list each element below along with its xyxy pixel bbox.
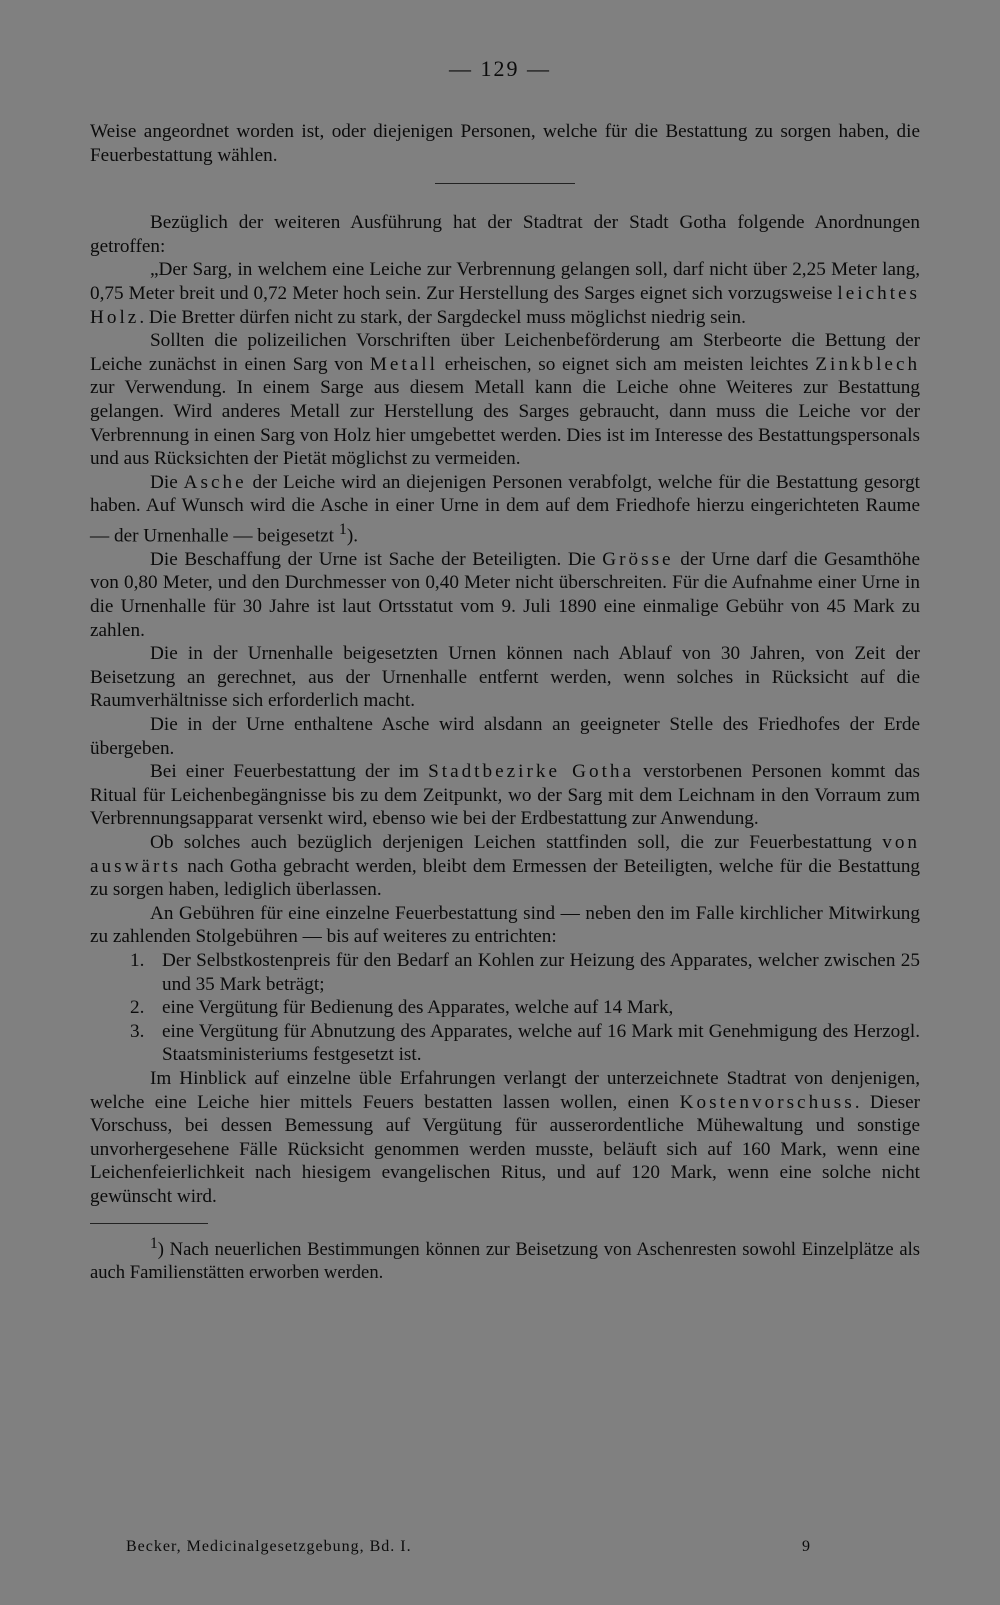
text-span: . Dieser Vorschuss, bei dessen Bemessung auf Vergütung für ausserordentliche Mühewaltung und sonstige unvorhergesehene Fälle Rücksicht genommen werden musste, beläuft sich auf 160 Mark, wenn eine Leichenfeierlichkeit nach hiesigem evangelischen Ritus, und auf 120 Mark, wenn eine solche nicht gewünscht wird. (90, 1091, 921, 1207)
page-body (90, 120, 920, 1284)
footnote-text: ) Nach neuerlichen Bestimmungen können zur Beisetzung von Aschenresten sowohl Einzelplätze als auch Familienstätten erworben werden. (90, 1238, 920, 1283)
text-span: verstorbenen Personen kommt das Ritual für Leichenbegängnisse bis zu dem Zeitpunkt, wo der Sarg mit dem Leichnam in den Vorraum zum Verbrennungsapparat versenkt wird, ebenso wie bei der Erdbestattung zur Anwendung. (90, 761, 921, 830)
paragraph-fees: An Gebühren für eine einzelne Feuerbestattung sind — neben den im Falle kirchlicher Mitwirkung zu zahlenden Stolgebühren — bis auf weiteres zu entrichten: (90, 902, 920, 948)
text-span: Die Beschaffung der Urne ist Sache der Beteiligten. Die (150, 548, 596, 570)
text-span: eine Vergütung für Abnutzung des Apparates, welche auf 16 Mark mit Genehmigung des Herzogl. Staatsministeriums festgesetzt ist. (162, 1020, 920, 1066)
emphasis-text: Grösse (602, 548, 674, 570)
paragraph-advance (90, 1067, 920, 1209)
text-span: erheischen, so eignet sich am meisten leichtes (444, 353, 809, 375)
fee-list (90, 949, 920, 1067)
page-footer (126, 1538, 826, 1556)
page-number: — 129 — (449, 56, 551, 81)
emphasis-text: Zinkblech (815, 353, 921, 375)
text-span: Ob solches auch bezüglich derjenigen Leichen stattfinden soll, die zur Feuerbestattung (150, 832, 872, 854)
emphasis-text: Asche (183, 471, 247, 493)
paragraph-urn (90, 548, 920, 642)
list-number: 3. (130, 1020, 145, 1042)
paragraph-continuation: Weise angeordnet worden ist, oder diejenigen Personen, welche für die Bestattung zu sorgen haben, die Feuerbestattung wählen. (90, 121, 920, 166)
paragraph-intro: Bezüglich der weiteren Ausführung hat der Stadtrat der Stadt Gotha folgende Anordnungen getroffen: (90, 212, 920, 257)
text-span: Bei einer Feuerbestattung der im (150, 761, 419, 783)
text-span: der Urne darf die Gesamthöhe von 0,80 Meter, und den Durchmesser von 0,40 Meter nicht überschreiten. Für die Aufnahme einer Urne in die Urnenhalle für 30 Jahre ist laut Ortsstatut vom 9. Juli 1890 eine einmalige Gebühr von 45 Mark zu zahlen. (90, 548, 920, 641)
emphasis-text: leichtes Holz (90, 282, 921, 328)
text-span: der Leiche wird an diejenigen Personen verabfolgt, welche für die Bestattung gesorgt haben. Auf Wunsch wird die Asche in einer Urne in dem auf dem Friedhofe hierzu eingerichteten Raume — der Urnenhalle — beigesetzt (90, 471, 921, 547)
paragraph-ritual (90, 760, 920, 831)
list-number: 1. (130, 949, 145, 971)
text-span: Der Selbstkostenpreis für den Bedarf an Kohlen zur Heizung des Apparates, welcher zwischen 25 und 35 Mark beträgt; (162, 949, 920, 995)
text-span: Sollten die polizeilichen Vorschriften über Leichenbeförderung am Sterbeorte die Bettung der Leiche zunächst in einen Sarg von (90, 330, 920, 375)
emphasis-text: Metall (369, 353, 438, 375)
text-span: eine Vergütung für Bedienung des Apparates, welche auf 14 Mark, (162, 997, 674, 1019)
paragraph-removal: Die in der Urnenhalle beigesetzten Urnen können nach Ablauf von 30 Jahren, von Zeit der Beisetzung an gerechnet, aus der Urnenhalle entfernt werden, wenn solches in Rücksicht auf die Raumverhältnisse sich erforderlich macht. (90, 643, 920, 712)
footnote-rule (90, 1223, 208, 1224)
paragraph-ashes (90, 471, 920, 548)
footnote-reference: 1 (338, 520, 347, 538)
text-span: Im Hinblick auf einzelne üble Erfahrungen verlangt der unterzeichnete Stadtrat von denjenigen, welche eine Leiche hier mittels Feuers bestatten lassen wollen, einen (90, 1067, 920, 1113)
footnote (90, 1232, 920, 1284)
signature-mark: 9 (802, 1538, 811, 1555)
text-span: . Die Bretter dürfen nicht zu stark, der Sargdeckel muss möglichst niedrig sein. (139, 306, 746, 328)
emphasis-text: von auswärts (90, 832, 921, 877)
list-number: 2. (130, 997, 145, 1019)
paragraph-metal (90, 329, 920, 471)
footer-citation: Becker, Medicinalgesetzgebung, Bd. I. (126, 1538, 412, 1555)
text-span: zur Verwendung. In einem Sarge aus diesem Metall kann die Leiche ohne Weiteres zur Bestattung gelangen. Wird anderes Metall zur Herstellung des Sarges gebraucht, dann muss die Leiche vor der Verbrennung in einen Sarg von Holz hier umgebettet werden. Dies ist im Interesse des Bestattungspersonals und aus Rücksichten der Pietät möglichst zu vermeiden. (90, 377, 920, 470)
section-separator (435, 183, 575, 185)
list-item (130, 1020, 920, 1067)
paragraph-coffin (90, 258, 920, 329)
list-item (130, 996, 920, 1020)
text-span: ). (346, 525, 358, 547)
text-span: „Der Sarg, in welchem eine Leiche zur Verbrennung gelangen soll, darf nicht über 2,25 Meter lang, 0,75 Meter breit und 0,72 Meter hoch sein. Zur Herstellung des Sarges eignet sich vorzugsweise (90, 259, 920, 304)
emphasis-text: Stadtbezirke Gotha (428, 761, 635, 783)
text-span: nach Gotha gebracht werden, bleibt dem Ermessen der Beteiligten, welche für die Bestattung zu sorgen haben, lediglich überlassen. (90, 855, 921, 901)
emphasis-text: Kostenvorschuss (679, 1091, 855, 1113)
footnote-marker: 1 (150, 1234, 158, 1252)
paragraph-external (90, 831, 920, 902)
text-span: Die (150, 471, 178, 493)
list-item (130, 949, 920, 996)
paragraph-burial: Die in der Urne enthaltene Asche wird alsdann an geeigneter Stelle des Friedhofes der Erde übergeben. (90, 714, 920, 759)
